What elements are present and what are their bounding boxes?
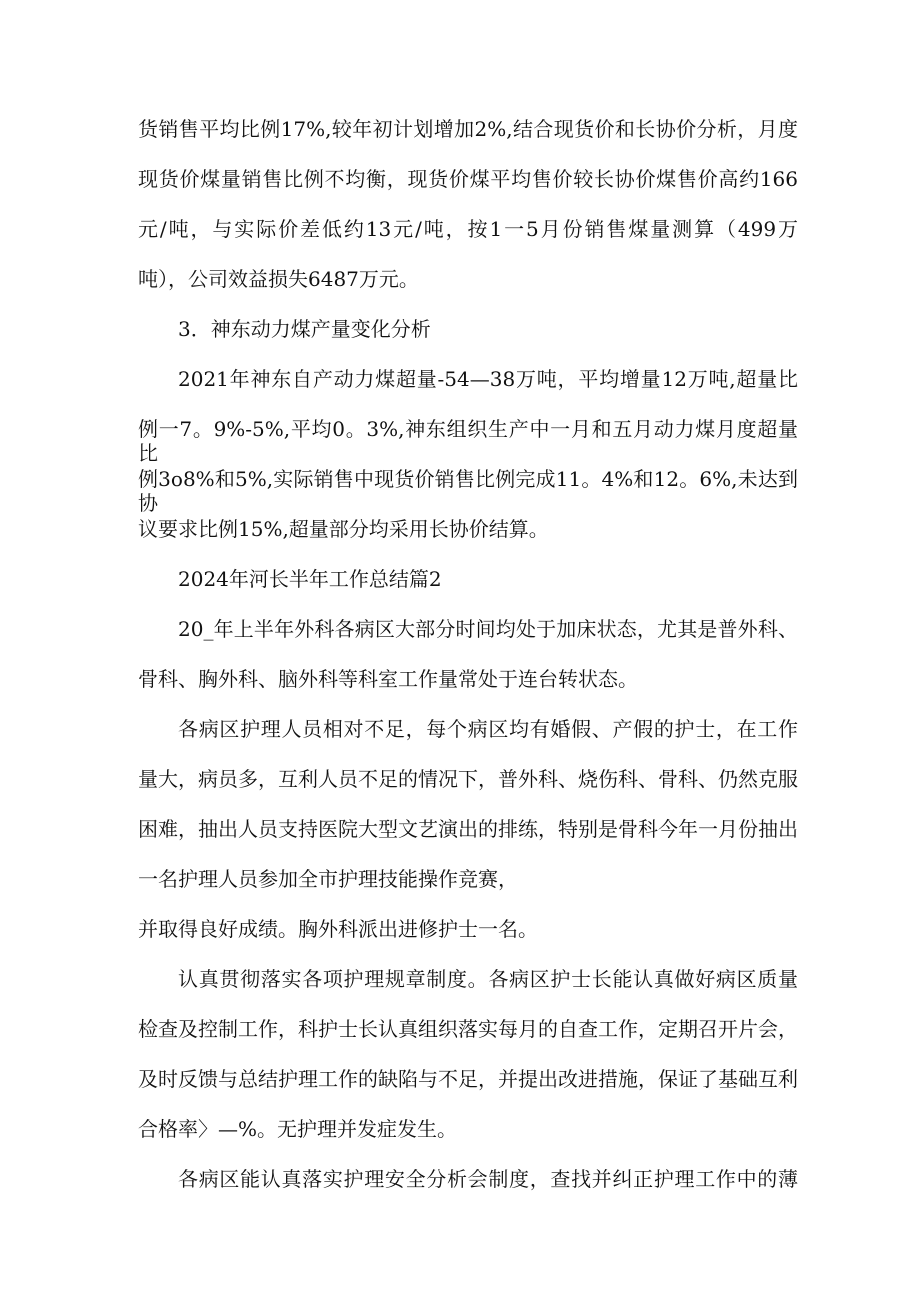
text-line: 困难，抽出人员支持医院大型文艺演出的排练，特别是骨科今年一月份抽出: [138, 817, 798, 841]
text-line: 议要求比例15%,超量部分均采用长协价结算。: [138, 517, 549, 541]
text-line: 骨科、胸外科、脑外科等科室工作量常处于连台转状态。: [138, 667, 638, 691]
text-line: 并取得良好成绩。胸外科派出进修护士一名。: [138, 917, 538, 941]
text-line: 量大，病员多，互利人员不足的情况下，普外科、烧伤科、骨科、仍然克服: [138, 767, 798, 791]
text-line: 20_年上半年外科各病区大部分时间均处于加床状态，尤其是普外科、: [178, 617, 798, 641]
text-line: 现货价煤量销售比例不均衡，现货价煤平均售价较长协价煤售价高约166: [138, 167, 798, 191]
text-line: 检查及控制工作，科护士长认真组织落实每月的自查工作，定期召开片会，: [138, 1017, 798, 1041]
text-line: 2021年神东自产动力煤超量-54—38万吨，平均增量12万吨,超量比: [178, 367, 798, 391]
text-line: 吨），公司效益损失6487万元。: [138, 267, 419, 291]
text-line: 各病区能认真落实护理安全分析会制度，查找并纠正护理工作中的薄: [178, 1167, 798, 1191]
text-line: 合格率〉—%。无护理并发症发生。: [138, 1117, 458, 1141]
text-line: 例3o8%和5%,实际销售中现货价销售比例完成11。4%和12。6%,未达到协: [138, 467, 798, 515]
section-heading: 3．神东动力煤产量变化分析: [178, 317, 431, 341]
text-line: 一名护理人员参加全市护理技能操作竞赛，: [138, 867, 518, 891]
text-line: 认真贯彻落实各项护理规章制度。各病区护士长能认真做好病区质量: [178, 967, 798, 991]
text-line: 例一7。9%-5%,平均0。3%,神东组织生产中一月和五月动力煤月度超量比: [138, 417, 798, 465]
text-line: 元/吨，与实际价差低约13元/吨，按1一5月份销售煤量测算（499万: [138, 217, 798, 241]
text-line: 各病区护理人员相对不足，每个病区均有婚假、产假的护士，在工作: [178, 717, 798, 741]
text-line: 及时反馈与总结护理工作的缺陷与不足，并提出改进措施，保证了基础互利: [138, 1067, 798, 1091]
text-line: 货销售平均比例17%,较年初计划增加2%,结合现货价和长协价分析，月度: [138, 117, 798, 141]
article-title: 2024年河长半年工作总结篇2: [178, 567, 442, 591]
